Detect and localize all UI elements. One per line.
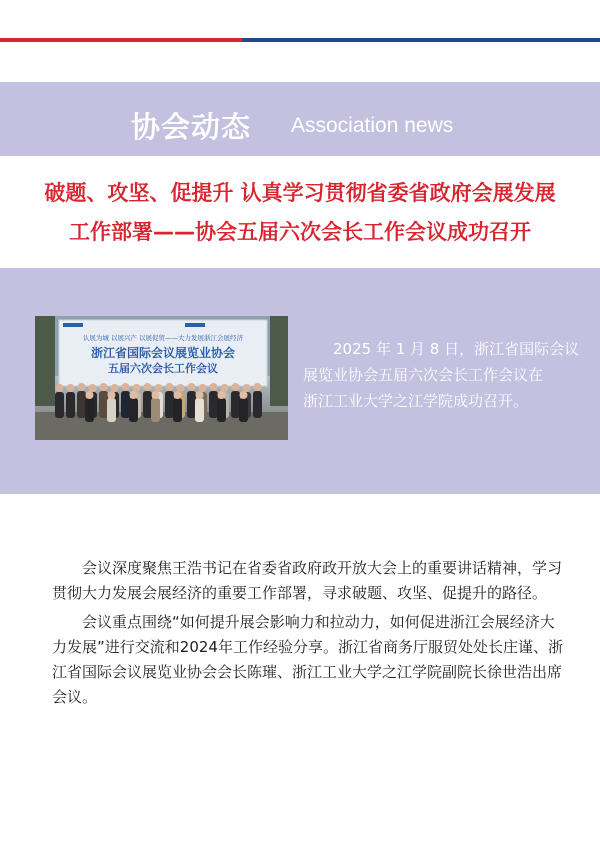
group-photo-illustration — [35, 316, 288, 440]
body-paragraph-1: 会议深度聚焦王浩书记在省委省政府政开放大会上的重要讲话精神，学习贯彻大力发展会展经济的重要工作部署，寻求破题、攻坚、促提升的路径。 — [52, 559, 563, 602]
photo-band — [0, 268, 600, 494]
article-headline — [0, 174, 600, 252]
caption-line-1: 2025 年 1 月 8 日，浙江省国际会议 — [333, 340, 580, 358]
caption-line-2: 展览业协会五届六次会长工作会议在 — [303, 366, 544, 384]
section-title: 协会动态 — [131, 110, 252, 144]
photo-banner-line-1: 认展为城 以展兴产 以展促贸——大力发展浙江会展经济 — [82, 334, 244, 342]
section-header-band — [0, 82, 600, 156]
photo-banner-line-3: 五届六次会长工作会议 — [108, 362, 218, 375]
top-divider-bar — [0, 38, 600, 42]
section-subtitle: Association news — [291, 114, 454, 137]
article-body — [52, 556, 564, 710]
caption-line-3: 浙江工业大学之江学院成功召开。 — [303, 392, 529, 410]
top-divider-red — [0, 38, 242, 42]
photo-banner-line-2: 浙江省国际会议展览业协会 — [90, 346, 236, 360]
photo-caption — [303, 336, 593, 414]
body-paragraph-2: 会议重点围绕“如何提升展会影响力和拉动力，如何促进浙江会展经济大力发展”进行交流和2024年工作经验分享。浙江省商务厅服贸处处长庄谨、浙江省国际会议展览业协会会长陈璀、浙江工业大学之江学院副院长徐世浩出席会议。 — [52, 613, 563, 706]
group-photo — [35, 316, 288, 440]
top-divider-blue — [242, 38, 600, 42]
headline-line-1: 破题、攻坚、促提升 认真学习贯彻省委省政府会展发展 — [44, 181, 556, 205]
headline-line-2: 工作部署——协会五届六次会长工作会议成功召开 — [69, 220, 531, 244]
